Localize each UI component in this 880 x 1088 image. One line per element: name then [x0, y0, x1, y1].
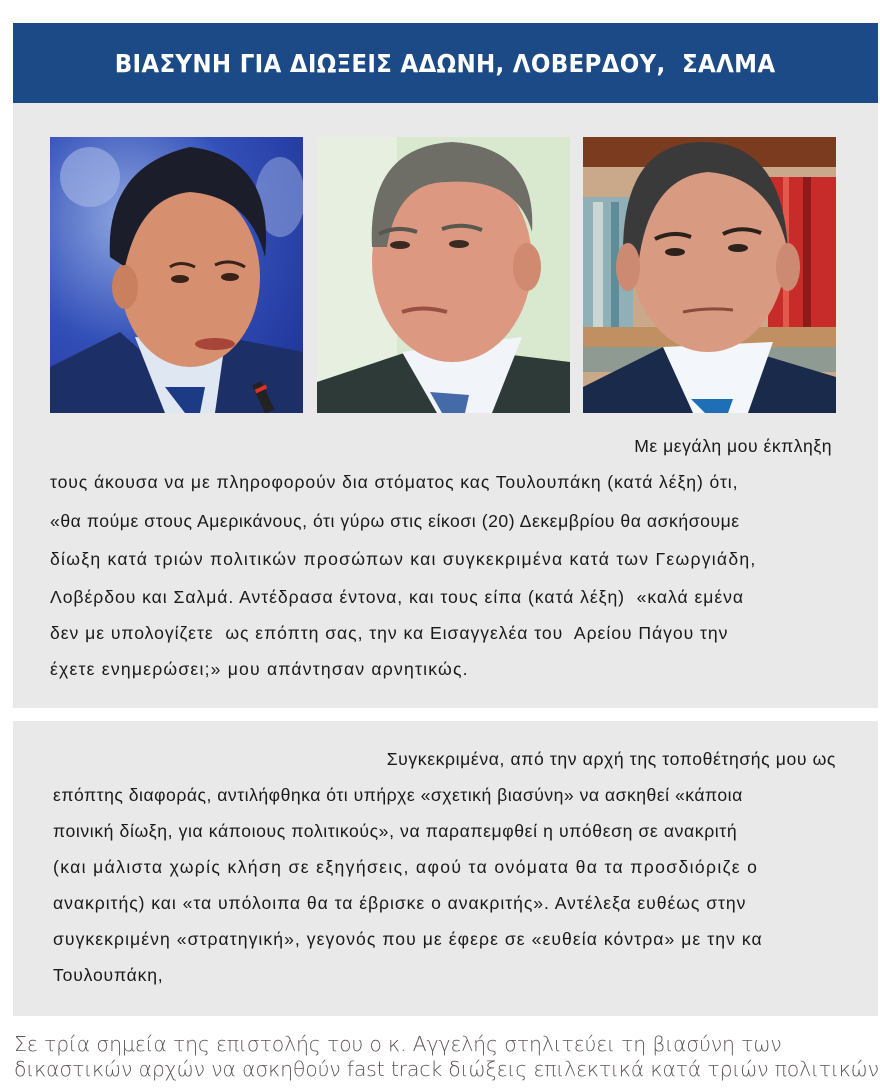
excerpt-2-text — [13, 721, 878, 1016]
excerpt-1-text — [13, 103, 878, 708]
excerpt-panel-2 — [13, 721, 878, 1016]
excerpt-1-line: Λοβέρδου και Σαλμά. Αντέδρασα έντονα, και τους είπα (κατά λέξη) «καλά εμένα — [50, 587, 745, 607]
excerpt-1-line: τους άκουσα να με πληροφορούν δια στόματος κας Τουλουπάκη (κατά λέξη) ότι, — [50, 472, 739, 492]
excerpt-2-line: ανακριτής) και «τα υπόλοιπα θα τα έβρισκε ο ανακριτής». Αντέλεξα ευθέως στην — [53, 893, 747, 913]
excerpt-2-line: Τουλουπάκη, — [53, 965, 164, 985]
excerpt-2-line: Συγκεκριμένα, από την αρχή της τοποθέτησής μου ως — [386, 749, 836, 769]
excerpt-1-line: έχετε ενημερώσει;» μου απάντησαν αρνητικώς. — [50, 659, 469, 679]
excerpt-2-line: επόπτης διαφοράς, αντιλήφθηκα ότι υπήρχε «σχετική βιασύνη» να ασκηθεί «κάποια — [53, 785, 743, 805]
excerpt-1-line: «θα πούμε στους Αμερικάνους, ότι γύρω στις είκοσι (20) Δεκεμβρίου θα ασκήσουμε — [50, 511, 740, 531]
excerpt-1-line: Με μεγάλη μου έκπληξη — [634, 436, 832, 456]
headline-title: ΒΙΑΣΥΝΗ ΓΙΑ ΔΙΩΞΕΙΣ ΑΔΩΝΗ, ΛΟΒΕΡΔΟΥ, ΣΑΛΜΑ — [115, 48, 776, 78]
excerpt-1-line: δίωξη κατά τριών πολιτικών προσώπων και συγκεκριμένα κατά των Γεωργιάδη, — [50, 549, 757, 569]
caption-line: Σε τρία σημεία της επιστολής του ο κ. Αγγελής στηλιτεύει τη βιασύνη των — [14, 1032, 782, 1056]
caption-line: δικαστικών αρχών να ασκηθούν fast track διώξεις επιλεκτικά κατά τριών πολιτικών — [14, 1057, 879, 1081]
excerpt-2-line: συγκεκριμένη «στρατηγική», γεγονός που με έφερε σε «ευθεία κόντρα» με την κα — [53, 929, 763, 949]
excerpt-panel-1 — [13, 103, 878, 708]
excerpt-1-line: δεν με υπολογίζετε ως επόπτη σας, την κα Εισαγγελέα του Αρείου Πάγου την — [50, 623, 729, 643]
excerpt-2-line: ποινική δίωξη, για κάποιους πολιτικούς», να παραπεμφθεί η υπόθεση σε ανακριτή — [53, 821, 738, 841]
headline-banner — [13, 23, 878, 103]
excerpt-2-line: (και μάλιστα χωρίς κλήση σε εξηγήσεις, αφού τα ονόματα θα τα προσδιόριζε ο — [53, 857, 759, 877]
photo-caption — [14, 1032, 880, 1082]
